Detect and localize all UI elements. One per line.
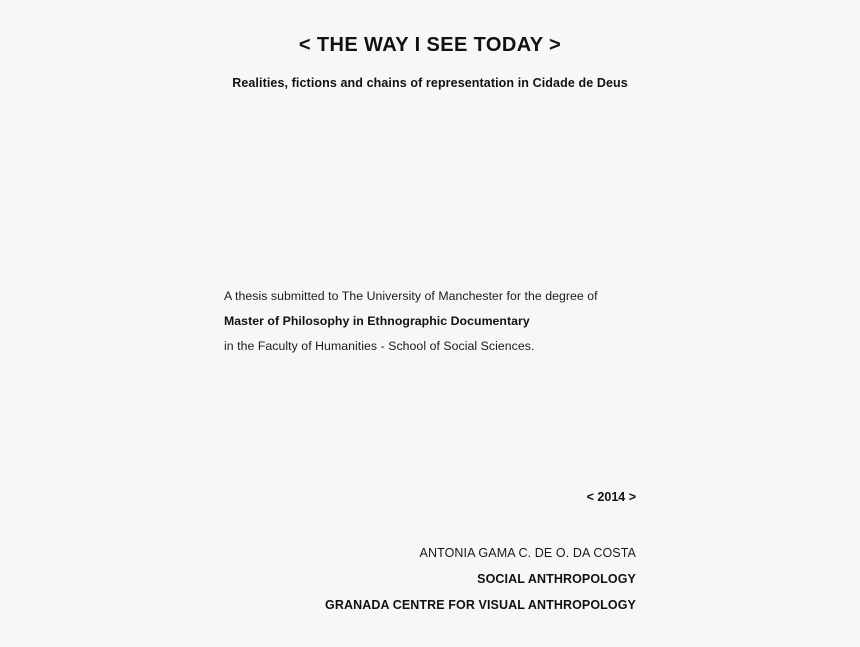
page-title: < THE WAY I SEE TODAY > bbox=[298, 34, 562, 56]
author-name: ANTONIA GAMA C. DE O. DA COSTA bbox=[419, 546, 636, 560]
author-block bbox=[116, 540, 636, 618]
thesis-statement bbox=[224, 284, 664, 359]
author-department: SOCIAL ANTHROPOLOGY bbox=[477, 572, 636, 586]
thesis-submission-line: A thesis submitted to The University of Manchester for the degree of bbox=[224, 289, 598, 303]
publication-year: < 2014 > bbox=[586, 490, 636, 504]
author-centre: GRANADA CENTRE FOR VISUAL ANTHROPOLOGY bbox=[325, 598, 636, 612]
page-subtitle: Realities, fictions and chains of representation in Cidade de Deus bbox=[232, 76, 628, 90]
thesis-degree-line: Master of Philosophy in Ethnographic Documentary bbox=[224, 314, 530, 328]
thesis-faculty-line: in the Faculty of Humanities - School of Social Sciences. bbox=[224, 339, 535, 353]
